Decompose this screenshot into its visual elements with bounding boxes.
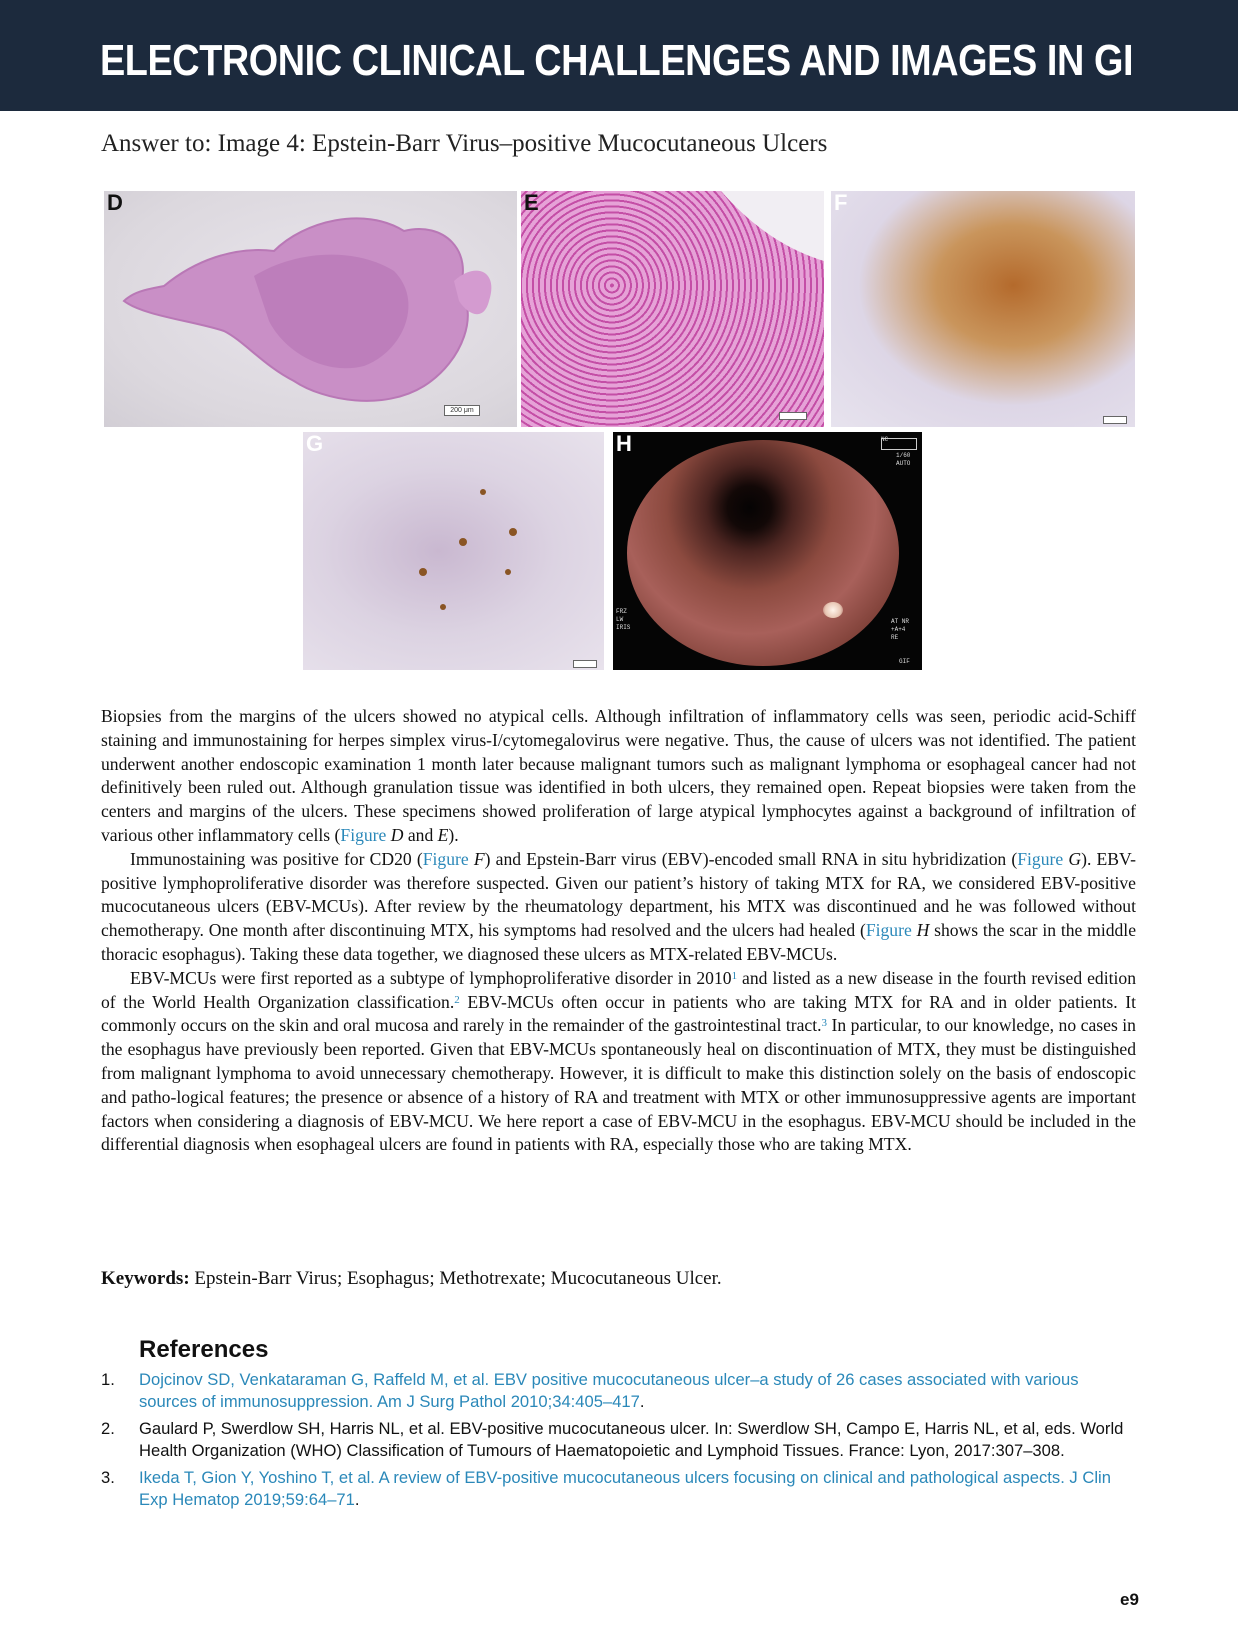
citation-1[interactable]: 1 <box>731 969 738 982</box>
endo-info-left: FRZ LW IRIS <box>616 608 631 631</box>
ulcer-scar <box>823 602 843 618</box>
figure-ref-e: E <box>437 824 449 845</box>
scale-bar-f <box>1103 416 1127 424</box>
reference-number: 3. <box>101 1468 115 1487</box>
panel-letter-h: H <box>616 432 632 456</box>
endo-info-top-right: 1/60 AUTO <box>896 452 911 467</box>
endo-info-right: AT NR +A+4 RE <box>891 618 910 641</box>
paragraph-3-text-c: EBV-MCUs often occur in patients who are taking MTX for RA and in older patients. It commonly occurs on the skin and oral mucosa and rarely in the remainder of the gastrointestinal tract. <box>101 991 1136 1036</box>
panel-letter-e: E <box>524 191 539 215</box>
scale-bar-g <box>573 660 597 668</box>
figure-link-g[interactable]: Figure <box>1017 848 1064 869</box>
scale-bar-d: 200 μm <box>444 405 480 416</box>
figure-link[interactable]: Figure <box>340 824 387 845</box>
reference-tail: . <box>639 1392 645 1411</box>
histology-tissue-d <box>104 191 517 427</box>
reference-body <box>139 1369 1136 1413</box>
reference-body <box>139 1467 1136 1511</box>
keywords-label: Keywords: <box>101 1268 190 1289</box>
reference-link[interactable]: Ikeda T, Gion Y, Yoshino T, et al. A review of EBV-positive mucocutaneous ulcers focusing on clinical and pathological aspects. J Clin Exp Hematop 2019;59:64–71 <box>139 1468 1111 1509</box>
paragraph-3-text-a: EBV-MCUs were first reported as a subtype of lymphoproliferative disorder in 2010 <box>130 967 732 988</box>
figure-ref-h: H <box>916 920 930 941</box>
paragraph-2-text-a: Immunostaining was positive for CD20 ( <box>130 848 423 869</box>
figure-link-h[interactable]: Figure <box>865 920 912 941</box>
header-banner <box>0 0 1238 111</box>
endoscopy-esophagus-view <box>627 440 899 666</box>
figure-panel-e <box>521 191 824 427</box>
paragraph-1-text: Biopsies from the margins of the ulcers showed no atypical cells. Although infiltration of inflammatory cells was seen, periodic acid-Schiff staining and immunostaining for herpes simplex virus-I/cytomegalovirus were negative. Thus, the cause of ulcers was not identified. The patient underwent another endoscopic examination 1 month later because malignant tumors such as malignant lymphoma or esophageal cancer had not definitively been ruled out. Although granulation tissue was identified in both ulcers, they remained open. Repeat biopsies were taken from the centers and margins of the ulcers. These specimens showed proliferation of large atypical lymphocytes against a background of infiltration of various other inflammatory cells ( <box>101 706 1136 845</box>
paragraph-3 <box>101 967 1136 1157</box>
article-body <box>101 705 1136 1157</box>
scale-bar-e <box>779 412 807 420</box>
panel-letter-g: G <box>306 432 324 456</box>
reference-number: 1. <box>101 1370 115 1389</box>
figure-panel-h <box>613 432 922 670</box>
section-title: ELECTRONIC CLINICAL CHALLENGES AND IMAGES IN GI <box>100 36 1134 85</box>
citation-2[interactable]: 2 <box>454 993 460 1006</box>
panel-letter-d: D <box>107 191 123 215</box>
paragraph-2 <box>101 848 1136 967</box>
paragraph-2-text-c: ). EBV-positive lymphoproliferative disorder was therefore suspected. Given our patient’s history of taking MTX for RA, we considered EBV-positive mucocutaneous ulcers (EBV-MCUs). After review by the rheumatology department, his MTX was discontinued and he was followed without chemotherapy. One month after discontinuing MTX, his symptoms had resolved and the ulcers had healed ( <box>101 848 1136 941</box>
paragraph-3-text-b: and listed as a new disease in the fourth revised edition of the World Health Organization classification. <box>101 967 1136 1012</box>
paragraph-2-text-b: ) and Epstein-Barr virus (EBV)-encoded small RNA in situ hybridization ( <box>484 848 1018 869</box>
ish-stain-g <box>303 432 604 670</box>
reference-item-3 <box>101 1467 1136 1511</box>
reference-tail: . <box>354 1490 360 1509</box>
page-number: e9 <box>1120 1590 1139 1609</box>
figure-ref-g: G <box>1068 848 1082 869</box>
paragraph-1 <box>101 705 1136 848</box>
figure-panel-g <box>303 432 604 670</box>
figure-ref-f: F <box>473 848 485 869</box>
reference-item-2 <box>101 1418 1136 1462</box>
reference-list <box>101 1369 1136 1516</box>
figure-panel-f <box>831 191 1135 427</box>
panel-letter-f: F <box>834 191 848 215</box>
reference-number: 2. <box>101 1419 115 1438</box>
reference-link[interactable]: Dojcinov SD, Venkataraman G, Raffeld M, et al. EBV positive mucocutaneous ulcer–a study of 26 cases associated with various sources of immunosuppression. Am J Surg Pathol 2010;34:405–417 <box>139 1370 1079 1411</box>
paragraph-2-text-d: shows the scar in the middle thoracic esophagus). Taking these data together, we diagnosed these ulcers as MTX-related EBV-MCUs. <box>101 920 1136 964</box>
text-end: ). <box>448 824 459 845</box>
keywords-text: Epstein-Barr Virus; Esophagus; Methotrexate; Mucocutaneous Ulcer. <box>189 1268 722 1289</box>
citation-3[interactable]: 3 <box>821 1017 827 1030</box>
endo-label-top: NC <box>881 436 889 443</box>
figure-link-f[interactable]: Figure <box>422 848 469 869</box>
reference-text: Gaulard P, Swerdlow SH, Harris NL, et al. EBV-positive mucocutaneous ulcer. In: Swerdlow SH, Campo E, Harris NL, et al, eds. World Health Organization (WHO) Classification of Tumours of Haematopoietic and Lymphoid Tissues. France: Lyon, 2017:307–308. <box>139 1419 1124 1460</box>
figure-panel-d <box>104 191 517 427</box>
answer-title: Answer to: Image 4: Epstein-Barr Virus–positive Mucocutaneous Ulcers <box>101 130 828 157</box>
figure-ref-d: D <box>390 824 404 845</box>
references-heading: References <box>139 1336 269 1363</box>
histology-lumen-e <box>521 191 824 427</box>
keywords <box>101 1268 722 1290</box>
endo-info-bottom: GIF <box>899 658 910 665</box>
text-and: and <box>403 824 438 845</box>
paragraph-3-text-d: In particular, to our knowledge, no cases in the esophagus have previously been reported. Given that EBV-MCUs spontaneously heal on discontinuation of MTX, they must be distinguished from malignant lymphoma to avoid unnecessary chemotherapy. However, it is difficult to make this distinction solely on the basis of endoscopic and patho-logical features; the presence or absence of a history of RA and treatment with MTX or other immunosuppressive agents are important factors when considering a diagnosis of EBV-MCU. We here report a case of EBV-MCU in the esophagus. EBV-MCU should be included in the differential diagnosis when esophageal ulcers are found in patients with RA, especially those who are taking MTX. <box>101 1015 1136 1155</box>
reference-item-1 <box>101 1369 1136 1413</box>
